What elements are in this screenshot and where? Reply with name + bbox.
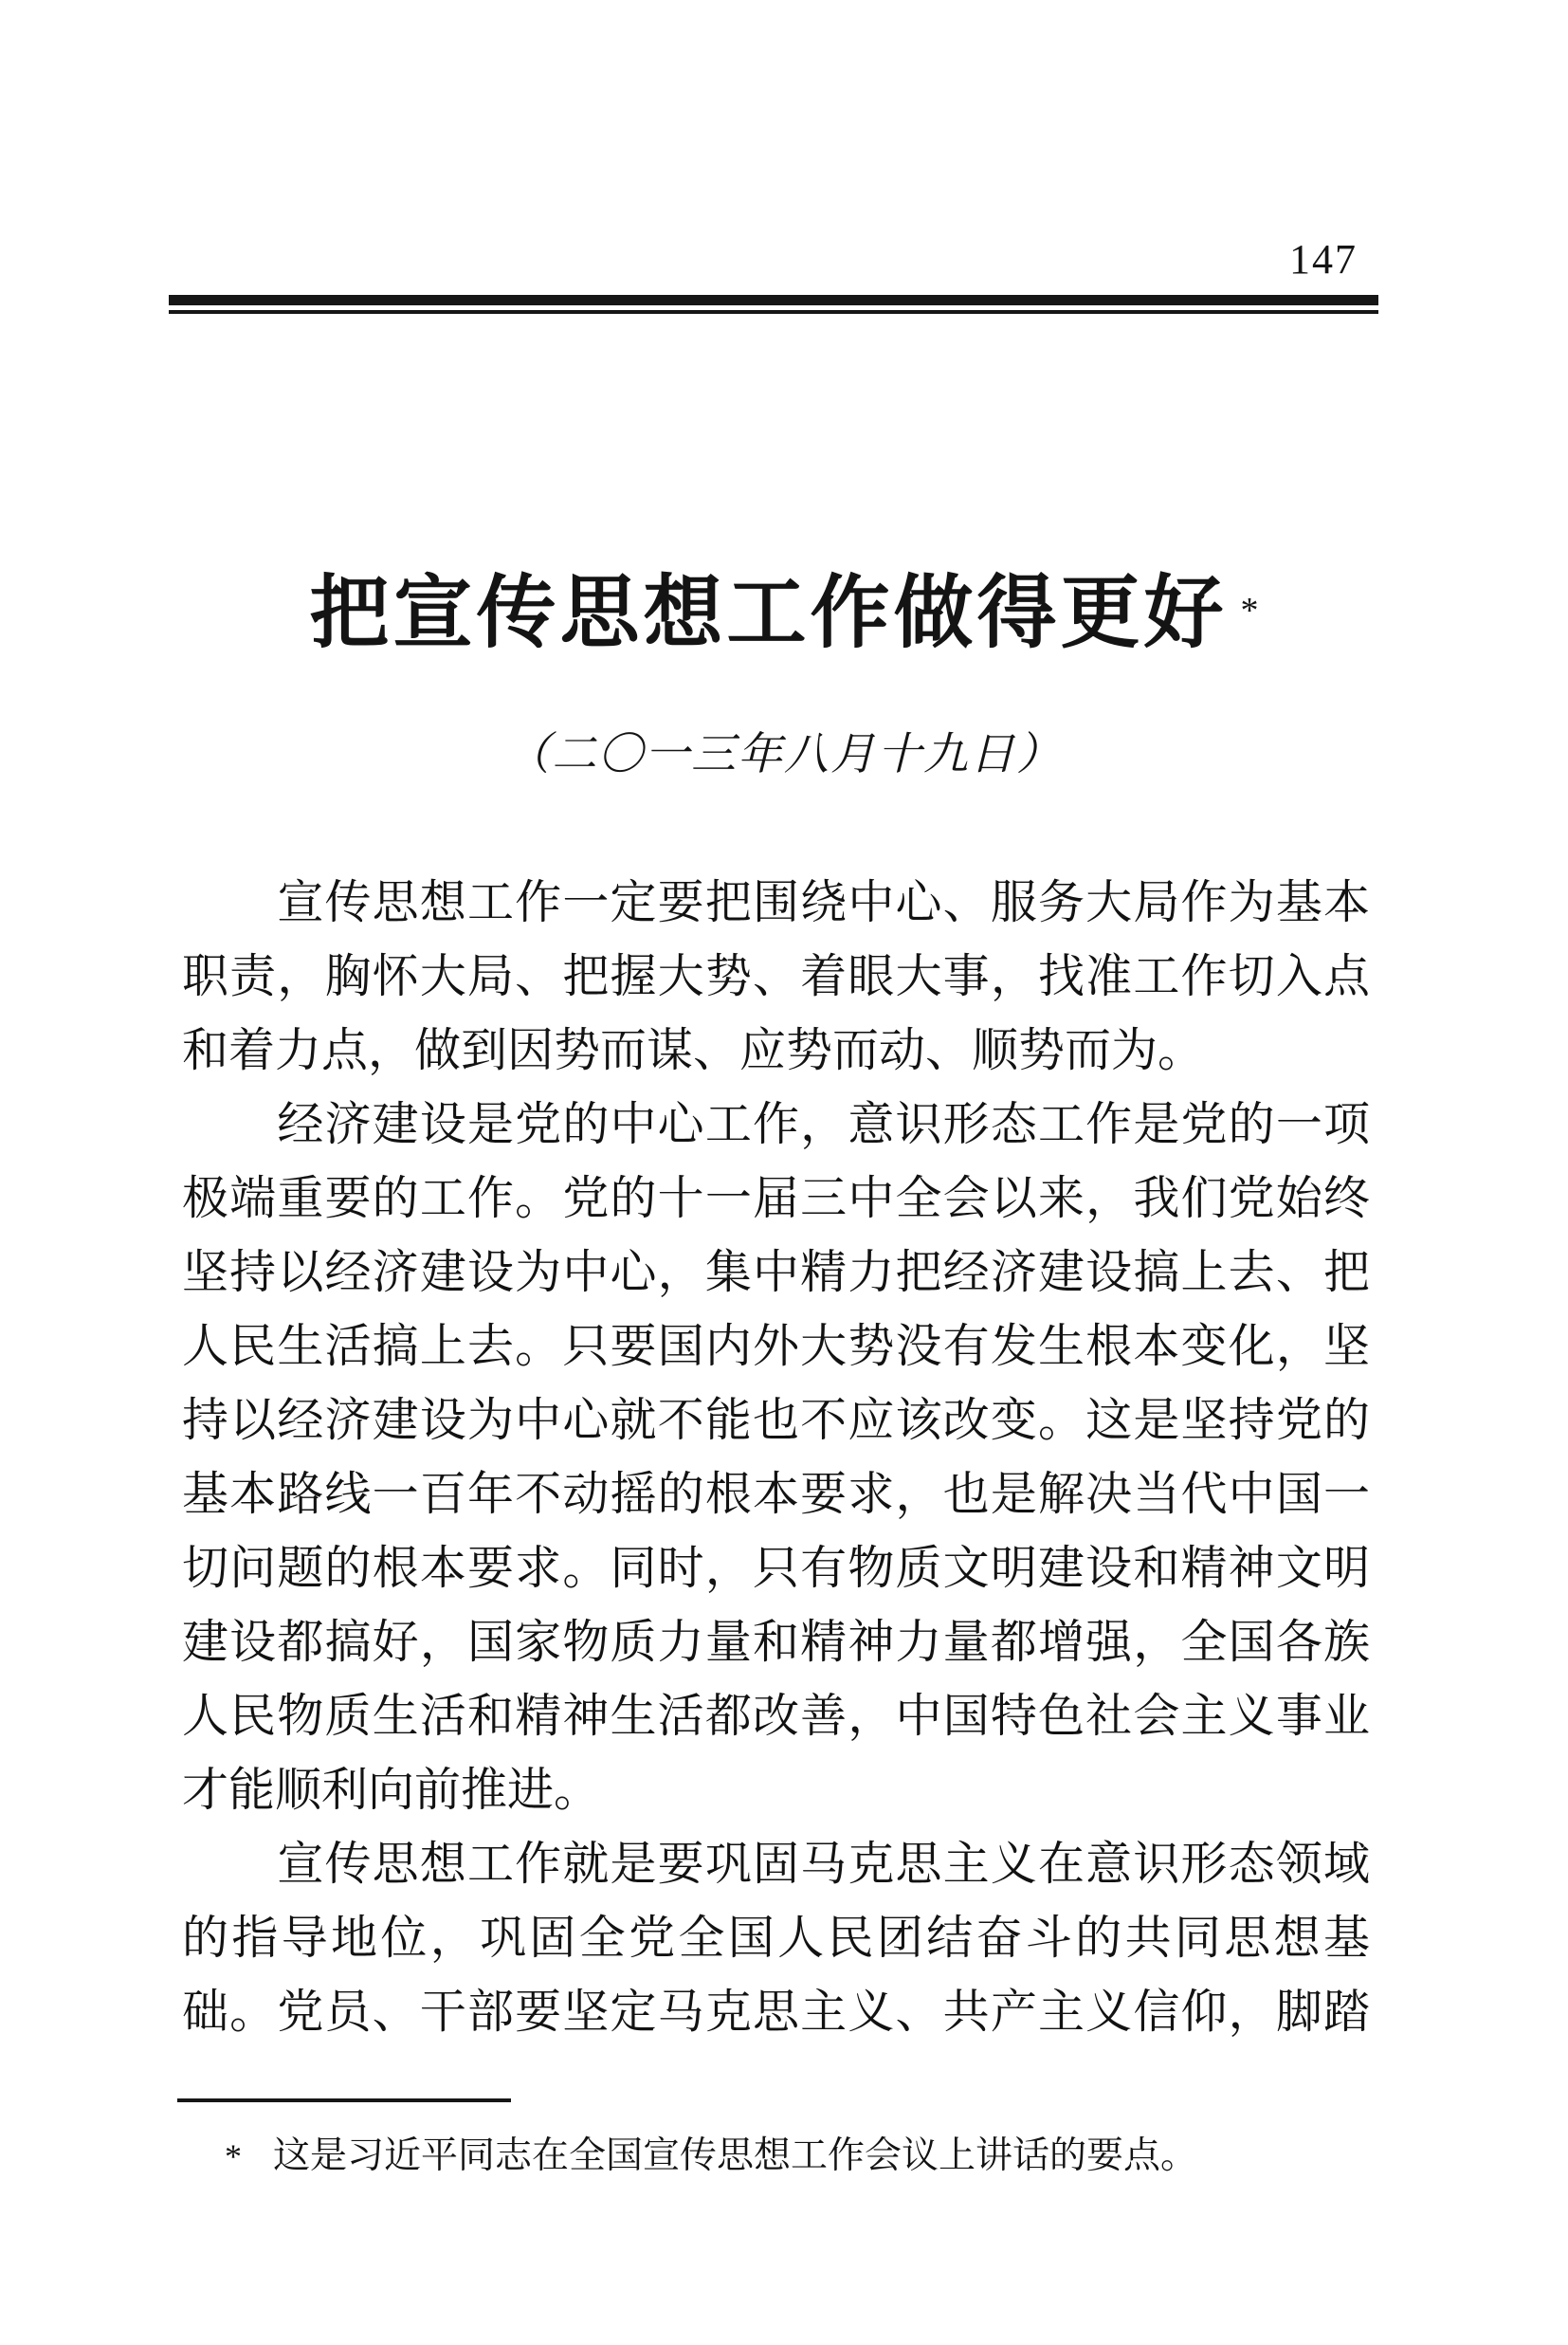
body-line: 宣传思想工作就是要巩固马克思主义在意识形态领域 <box>182 1838 1370 1890</box>
body-line: 才能顺利向前推进。 <box>182 1764 601 1816</box>
body-text <box>182 866 1370 2049</box>
footnote-marker: * <box>225 2137 242 2175</box>
page-number: 147 <box>1289 236 1358 283</box>
body-line: 极端重要的工作。党的十一届三中全会以来，我们党始终 <box>182 1172 1370 1224</box>
footnote-separator-rule <box>177 2098 511 2102</box>
body-line: 宣传思想工作一定要把围绕中心、服务大局作为基本 <box>182 876 1370 928</box>
body-line: 经济建设是党的中心工作，意识形态工作是党的一项 <box>182 1098 1370 1150</box>
body-line: 坚持以经济建设为中心，集中精力把经济建设搞上去、把 <box>182 1246 1370 1298</box>
body-line: 持以经济建设为中心就不能也不应该改变。这是坚持党的 <box>182 1394 1370 1446</box>
chapter-title <box>0 565 1568 660</box>
body-line: 基本路线一百年不动摇的根本要求，也是解决当代中国一 <box>182 1468 1370 1520</box>
header-rule-thin <box>169 310 1378 314</box>
footnote <box>225 2132 1391 2181</box>
body-line: 人民物质生活和精神生活都改善，中国特色社会主义事业 <box>182 1690 1370 1742</box>
title-footnote-marker: * <box>1240 591 1259 631</box>
body-line: 建设都搞好，国家物质力量和精神力量都增强，全国各族 <box>182 1616 1370 1668</box>
body-line: 的指导地位，巩固全党全国人民团结奋斗的共同思想基 <box>182 1912 1370 1964</box>
speech-date-line: （二〇一三年八月十九日） <box>505 730 1063 779</box>
body-line: 人民生活搞上去。只要国内外大势没有发生根本变化，坚 <box>182 1320 1370 1372</box>
body-line: 职责，胸怀大局、把握大势、着眼大事，找准工作切入点 <box>182 950 1370 1002</box>
chapter-title-text: 把宣传思想工作做得更好 <box>309 568 1228 657</box>
body-line: 切问题的根本要求。同时，只有物质文明建设和精神文明 <box>182 1542 1370 1594</box>
body-line: 础。党员、干部要坚定马克思主义、共产主义信仰，脚踏 <box>182 1986 1370 2038</box>
footnote-text: 这是习近平同志在全国宣传思想工作会议上讲话的要点。 <box>273 2135 1198 2176</box>
header-rule-thick <box>169 295 1378 305</box>
body-line: 和着力点，做到因势而谋、应势而动、顺势而为。 <box>182 1024 1205 1076</box>
